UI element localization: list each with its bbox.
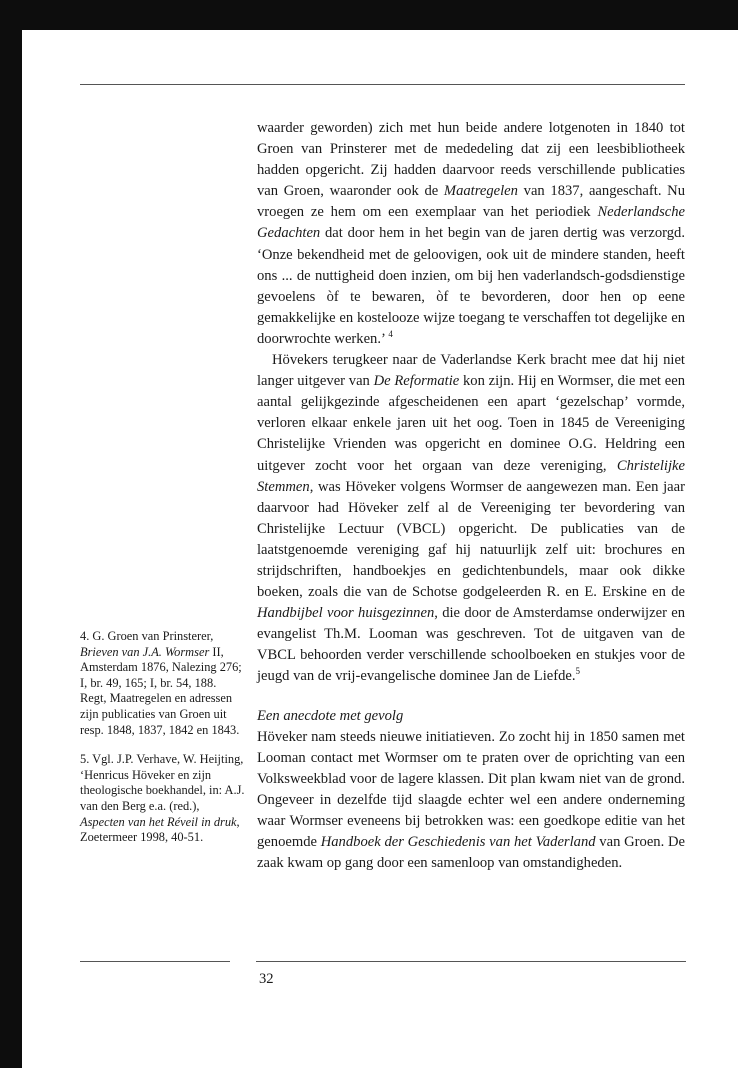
scan-edge-top xyxy=(0,0,738,30)
top-rule xyxy=(80,84,685,85)
bottom-rule-left xyxy=(80,961,230,962)
scan-edge-left xyxy=(0,0,22,1068)
main-text xyxy=(257,118,685,874)
scan-corner xyxy=(22,30,62,42)
page-number: 32 xyxy=(259,971,274,987)
section-heading: Een anecdote met gevolg xyxy=(257,707,404,724)
footnotes xyxy=(80,629,245,860)
paragraph-2: Hövekers terugkeer naar de Vaderlandse Kerk bracht mee dat hij niet langer uitgever van De Reformatie kon zijn. Hij en Wormser, die met een aantal gelijkgezinde afgescheidenen een apart ‘gezelschap’ vormde, verloren elkaar enkele jaren uit het oog. Toen in 1845 de Vereeniging Christelijke Vrienden was opgericht en dominee O.G. Heldring een uitgever zocht voor het orgaan van deze vereniging, Christelijke Stemmen, was Höveker volgens Wormser de aangewezen man. Een jaar daarvoor had Höveker zelf al de Vereeniging ter bevordering van Christelijke Lectuur (VBCL) opgericht. De publicaties van de laatstgenoemde vereniging gaf hij natuurlijk zelf uit: brochures en strijdschriften, handboekjes en gedichtenbundels, maar ook dikke boeken, zoals die van de Schotse godgeleerden R. en E. Erskine en de Handbijbel voor huisgezinnen, die door de Amsterdamse onderwijzer en evangelist Th.M. Looman was geschreven. Tot de uitgaven van de VBCL behoorden verder verschillende schoolboeken en stukjes voor de jeugd van de vrij-evangelische dominee Jan de Liefde.$^5$ xyxy=(257,352,686,685)
footnote-5: 5. Vgl. J.P. Verhave, W. Heijting, ‘Henricus Höveker en zijn theologische boekhandel, in: A.J. van den Berg e.a. (red.), Aspecten van het Réveil in druk, Zoetermeer 1998, 40-51. xyxy=(80,752,245,845)
paragraph-1: waarder geworden) zich met hun beide andere lotgenoten in 1840 tot Groen van Prinsterer met de mededeling dat zij een leesbibliotheek hadden opgericht. Zij hadden daarvoor reeds verschillende publicaties van Groen, waaronder ook de Maatregelen van 1837, aangeschaft. Nu vroegen ze hem om een exemplaar van het periodiek Nederlandsche Gedachten dat door hem in het begin van de jaren dertig was verzorgd. ‘Onze bekendheid met de geloovigen, ook uit de mindere standen, heeft ons ... de nuttigheid doen inzien, om bij hen vaderlandsch-godsdienstige gevoelens òf te bewaren, òf te bevorderen, door hen op eene gemakkelijke en kostelooze wijze toegang te verschaffen tot degelijke en doorwrochte werken.’ $^4$ xyxy=(257,120,685,347)
bottom-rule-main xyxy=(256,961,686,962)
paragraph-3: Höveker nam steeds nieuwe initiatieven. Zo zocht hij in 1850 samen met Looman contact met Wormser om te praten over de oprichting van een Volksweekblad voor de lagere klassen. Dit plan kwam niet van de grond. Ongeveer in dezelfde tijd slaagde echter wel een andere onderneming waar Wormser eveneens bij betrokken was: een goedkope editie van het genoemde Handboek der Geschiedenis van het Vaderland van Groen. De zaak kwam op gang door een samenloop van omstandigheden. xyxy=(257,728,685,872)
footnote-4: 4. G. Groen van Prinsterer, Brieven van J.A. Wormser II, Amsterdam 1876, Nalezing 276; I, br. 49, 165; I, br. 54, 188. Regt, Maatregelen en adressen zijn publicaties van Groen uit resp. 1848, 1837, 1842 en 1843. xyxy=(80,629,242,737)
